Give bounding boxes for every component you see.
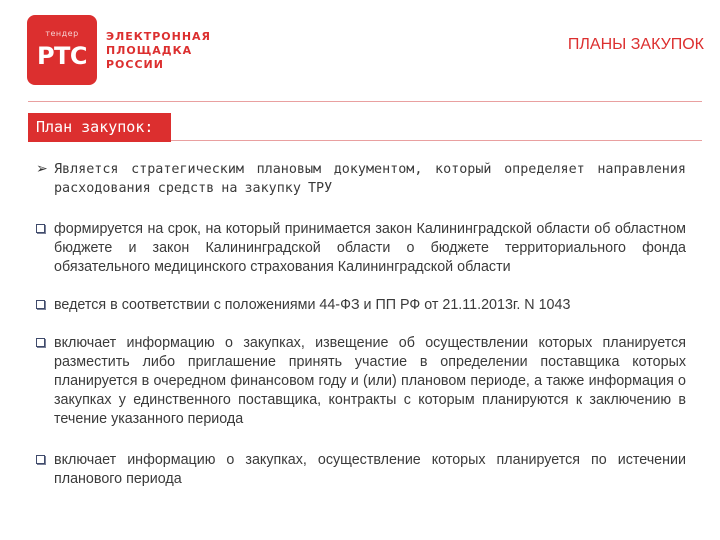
list-item-text: включает информацию о закупках, извещение об осуществлении которых планируется разместить либо приглашение принять участие в определении поставщика которых планируется в очередном финансовом году и (или) плановом периоде, а также информация о закупках у единственного поставщика, контракты с которым планируются к заключению в течение указанного периода [54,335,686,427]
section-label: План закупок: [28,113,171,142]
logo-line-2: ПЛОЩАДКА [106,44,193,57]
section-divider [171,140,702,141]
list-item-text: формируется на срок, на который принимается закон Калининградской области об областном бюджете и закон Калининградской области о бюджете территориального фонда обязательного медицинского страхования Калининградской области [54,221,686,275]
header-divider [28,101,702,102]
list-item-text: ведется в соответствии с положениями 44-ФЗ и ПП РФ от 21.11.2013г. N 1043 [54,297,571,313]
page-title: ПЛАНЫ ЗАКУПОК [567,36,704,53]
logo-wordmark [106,30,211,72]
logo-line-3: РОССИИ [106,58,164,71]
square-bullet-icon [36,451,48,470]
arrow-bullet-icon: ➢ [36,161,48,177]
square-bullet-icon [36,296,48,315]
logo-badge-top: тендер [45,29,79,38]
list-item [36,334,686,429]
rts-logo-badge [27,15,97,85]
list-item-text: включает информацию о закупках, осуществление которых планируется по истечении планового периода [54,452,686,487]
logo-line-1: ЭЛЕКТРОННАЯ [106,30,212,43]
list-item [36,296,686,315]
logo-badge-main: РТС [36,42,88,70]
list-item [36,160,686,198]
list-item-text: Является стратегическим плановым документом, который определяет направления расходования средств на закупку ТРУ [54,162,686,196]
list-item [36,220,686,277]
square-bullet-icon [36,334,48,353]
list-item [36,451,686,489]
square-bullet-icon [36,220,48,239]
